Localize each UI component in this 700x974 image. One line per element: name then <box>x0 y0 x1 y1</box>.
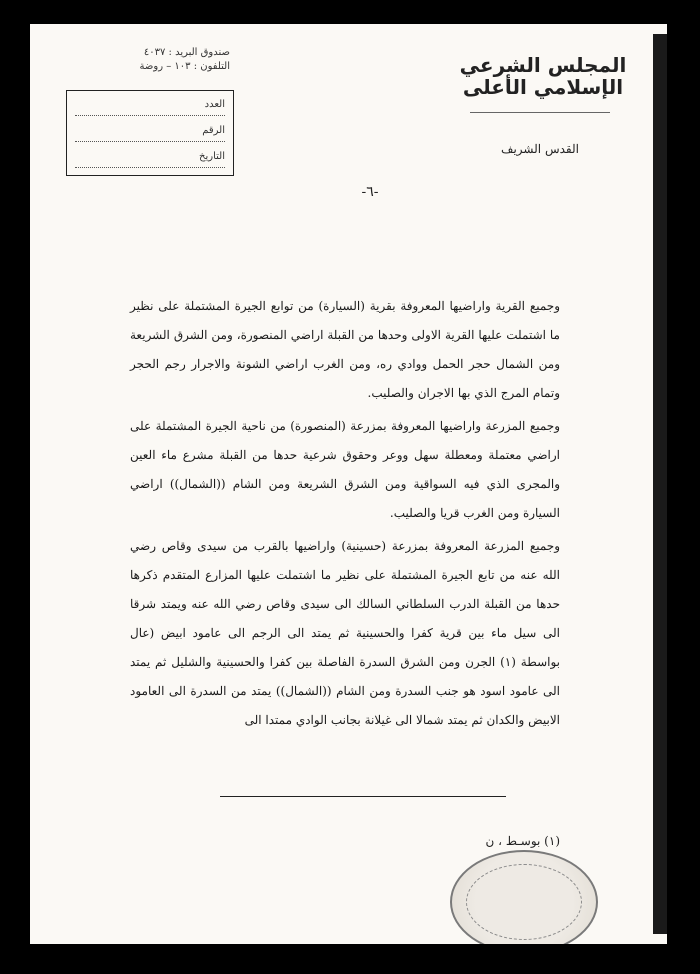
ref-date-field: التاريخ <box>75 151 225 168</box>
phone-text: التلفون : ١٠٣ – روضة <box>139 60 230 72</box>
ref-number-field: العدد <box>75 99 225 116</box>
reference-box <box>66 90 234 176</box>
scan-edge-strip <box>653 34 667 934</box>
document-page <box>30 24 667 944</box>
page-number: -٦- <box>361 184 379 200</box>
address-block <box>90 46 230 73</box>
footnote: (١) بوسـط ، ن <box>485 834 560 848</box>
ref-code-field: الرقم <box>75 125 225 142</box>
seal-inner-ring <box>466 864 582 940</box>
official-seal-stamp <box>450 850 598 944</box>
letterhead-logo: المجلس الشرعي الإسلامي الأعلى <box>459 53 627 99</box>
body-paragraph: وجميع المزرعة المعروفة بمزرعة (حسينية) واراضيها بالقرب من سيدى وقاص رضي الله عنه من تابع الجيرة المشتملة على نظير ما اشتملت عليها المزارع المتقدم ذكرها حدها من القبلة الدرب السلطاني السالك الى سيدى وقاص رضي الله عنه ويمتد شرقا الى سيل ماء بين قرية كفرا والحسينية ثم يمتد الى الرجم الى عامود ابيض (عال بواسطة (١) الجرن ومن الشرق السدرة الفاصلة بين كفرا والحسينية والشليل ثم يمتد الى عامود اسود هو جنب السدرة ومن الشام ((الشمال)) يمتد من السدرة الى العامود الابيض والكدان ثم يمتد شمالا الى غيلانة بجانب الوادي ممتدا الى <box>130 539 561 727</box>
logo-underline <box>470 112 610 113</box>
po-box-text: صندوق البريد : ٤٠٣٧ <box>143 47 230 58</box>
letterhead-subtitle: القدس الشريف <box>501 142 579 156</box>
body-paragraph: وجميع القرية واراضيها المعروفة بقرية (السيارة) من توابع الجيرة المشتملة على نظير ما اشتملت عليها القرية الاولى وحدها من القبلة اراضي المنصورة، ومن الشرق الشريعة ومن الشمال حجر الحمل ووادي ره، ومن الغرب اراضي الشونة والاجرار رجم الحجر وتمام المرج الذي بها الاجران والصليب. <box>130 299 560 400</box>
document-body <box>130 292 560 739</box>
body-paragraph: وجميع المزرعة واراضيها المعروفة بمزرعة (المنصورة) من ناحية الجيرة المشتملة على اراضي معتملة ومعطلة سهل ووعر وحقوق شرعية حدها من القبلة مشرع ماء العين والمجرى الذي فيه السواقية ومن الشرق الشريعة ومن الشام ((الشمال)) اراضي السيارة ومن الغرب قريا والصليب. <box>130 419 560 520</box>
footnote-divider <box>220 796 506 797</box>
